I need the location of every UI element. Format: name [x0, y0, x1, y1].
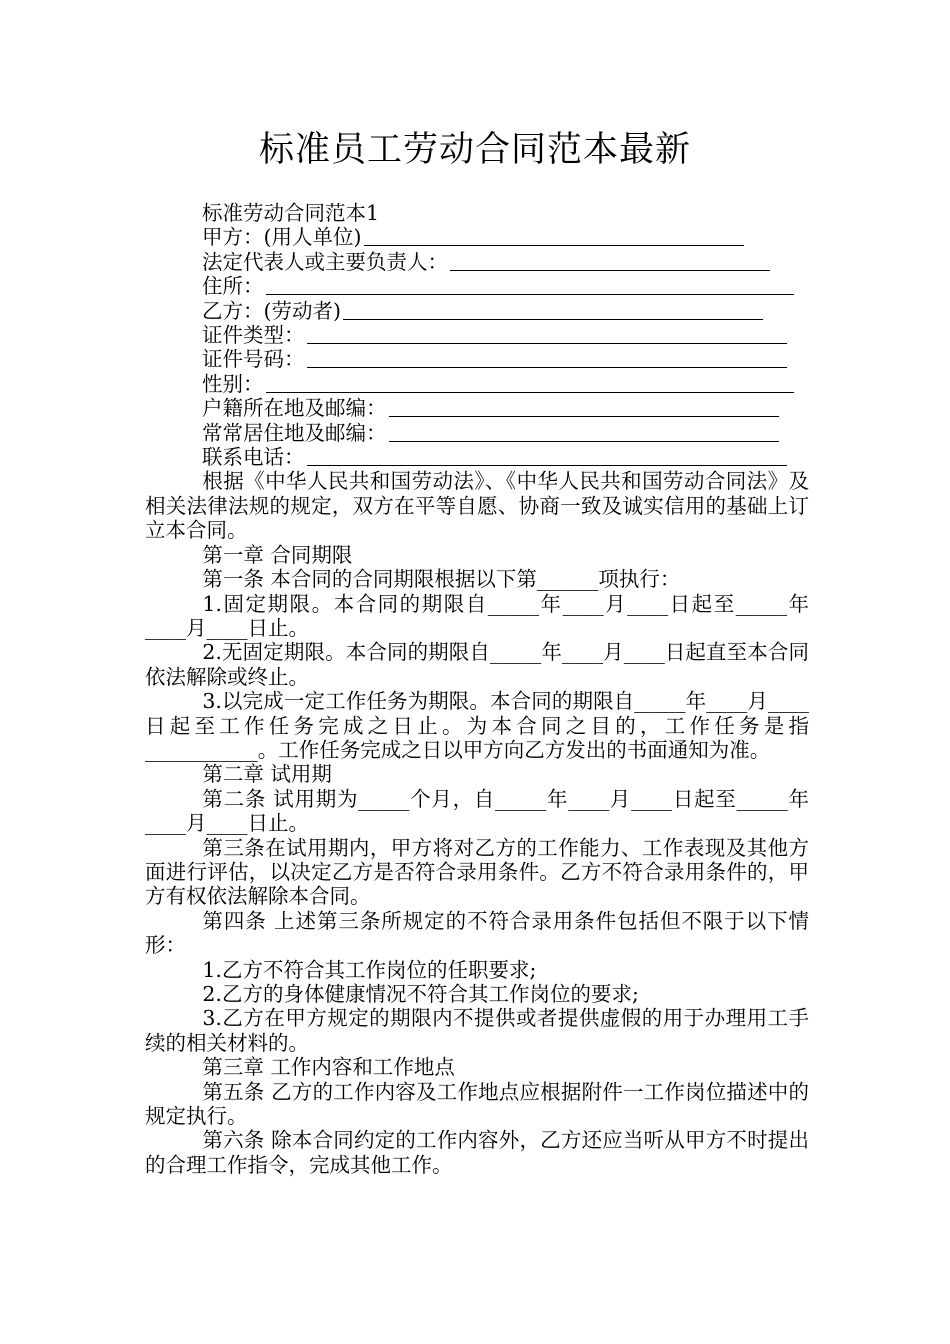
list-item: 3.以完成一定工作任务为期限。本合同的期限自_____年____月____日起至工作任务完成之日止。为本合同之目的，工作任务是指___________。工作任务完成之日以甲方向乙方发出的书面通知为准。 — [145, 689, 809, 762]
article-paragraph: 第二条 试用期为_____个月，自_____年____月____日起至_____年____月____日止。 — [145, 786, 809, 836]
article-paragraph: 第三条在试用期内，甲方将对乙方的工作能力、工作表现及其他方面进行评估，以决定乙方是否符合录用条件。乙方不符合录用条件的，甲方有权依法解除本合同。 — [145, 835, 809, 909]
list-item: 3.乙方在甲方规定的期限内不提供或者提供虚假的用于办理用工手续的相关材料的。 — [145, 1006, 809, 1055]
chapter-heading: 第二章 试用期 — [202, 762, 332, 787]
fill-in-blank — [307, 347, 787, 368]
list-item: 2.乙方的身体健康情况不符合其工作岗位的要求; — [202, 982, 639, 1006]
chapter-heading: 第三章 工作内容和工作地点 — [202, 1055, 455, 1080]
fill-in-blank — [266, 372, 794, 393]
list-item: 1.固定期限。本合同的期限自_____年____月____日起至_____年____月____日止。 — [145, 591, 809, 640]
field-gender — [202, 372, 809, 396]
field-household-registration — [202, 396, 809, 420]
article-paragraph: 第四条 上述第三条所规定的不符合录用条件包括但不限于以下情形： — [145, 908, 809, 958]
fill-in-blank — [450, 250, 770, 271]
preamble-paragraph: 根据《中华人民共和国劳动法》、《中华人民共和国劳动合同法》及相关法律法规的规定，双方在平等自愿、协商一致及诚实信用的基础上订立本合同。 — [145, 469, 809, 543]
field-label: 常常居住地及邮编： — [202, 420, 387, 445]
field-label: 甲方：(用人单位) — [202, 225, 362, 250]
field-party-a — [202, 225, 809, 249]
field-label: 乙方：(劳动者) — [202, 298, 341, 323]
field-label: 性别： — [202, 371, 264, 396]
fill-in-blank — [343, 299, 763, 320]
field-label: 户籍所在地及邮编： — [202, 396, 387, 421]
article-paragraph: 第一条 本合同的合同期限根据以下第______项执行： — [202, 567, 681, 592]
field-address — [202, 274, 809, 298]
list-item: 2.无固定期限。本合同的期限自_____年____月____日起直至本合同依法解除或终止。 — [145, 640, 809, 689]
field-phone — [202, 445, 809, 469]
field-label: 证件号码： — [202, 347, 305, 372]
chapter-heading: 第一章 合同期限 — [202, 542, 353, 567]
fill-in-blank — [307, 323, 787, 344]
field-label: 法定代表人或主要负责人： — [202, 249, 448, 274]
field-id-type — [202, 323, 809, 347]
article-paragraph: 第五条 乙方的工作内容及工作地点应根据附件一工作岗位描述中的规定执行。 — [145, 1079, 809, 1129]
fill-in-blank — [266, 274, 794, 295]
contract-heading: 标准劳动合同范本1 — [202, 201, 380, 225]
contract-body — [145, 201, 809, 1177]
list-item: 1.乙方不符合其工作岗位的任职要求; — [202, 957, 537, 982]
field-legal-representative — [202, 250, 809, 274]
fill-in-blank — [389, 421, 779, 442]
field-label: 住所： — [202, 274, 264, 299]
fill-in-blank — [389, 396, 779, 417]
field-party-b — [202, 299, 809, 323]
document-title: 标准员工劳动合同范本最新 — [258, 130, 691, 170]
field-label: 联系电话： — [202, 445, 305, 470]
fill-in-blank — [364, 225, 744, 246]
field-label: 证件类型： — [202, 323, 305, 348]
field-residence — [202, 421, 809, 445]
fill-in-blank — [307, 445, 787, 466]
field-id-number — [202, 347, 809, 371]
article-paragraph: 第六条 除本合同约定的工作内容外，乙方还应当听从甲方不时提出的合理工作指令，完成其他工作。 — [145, 1128, 809, 1177]
